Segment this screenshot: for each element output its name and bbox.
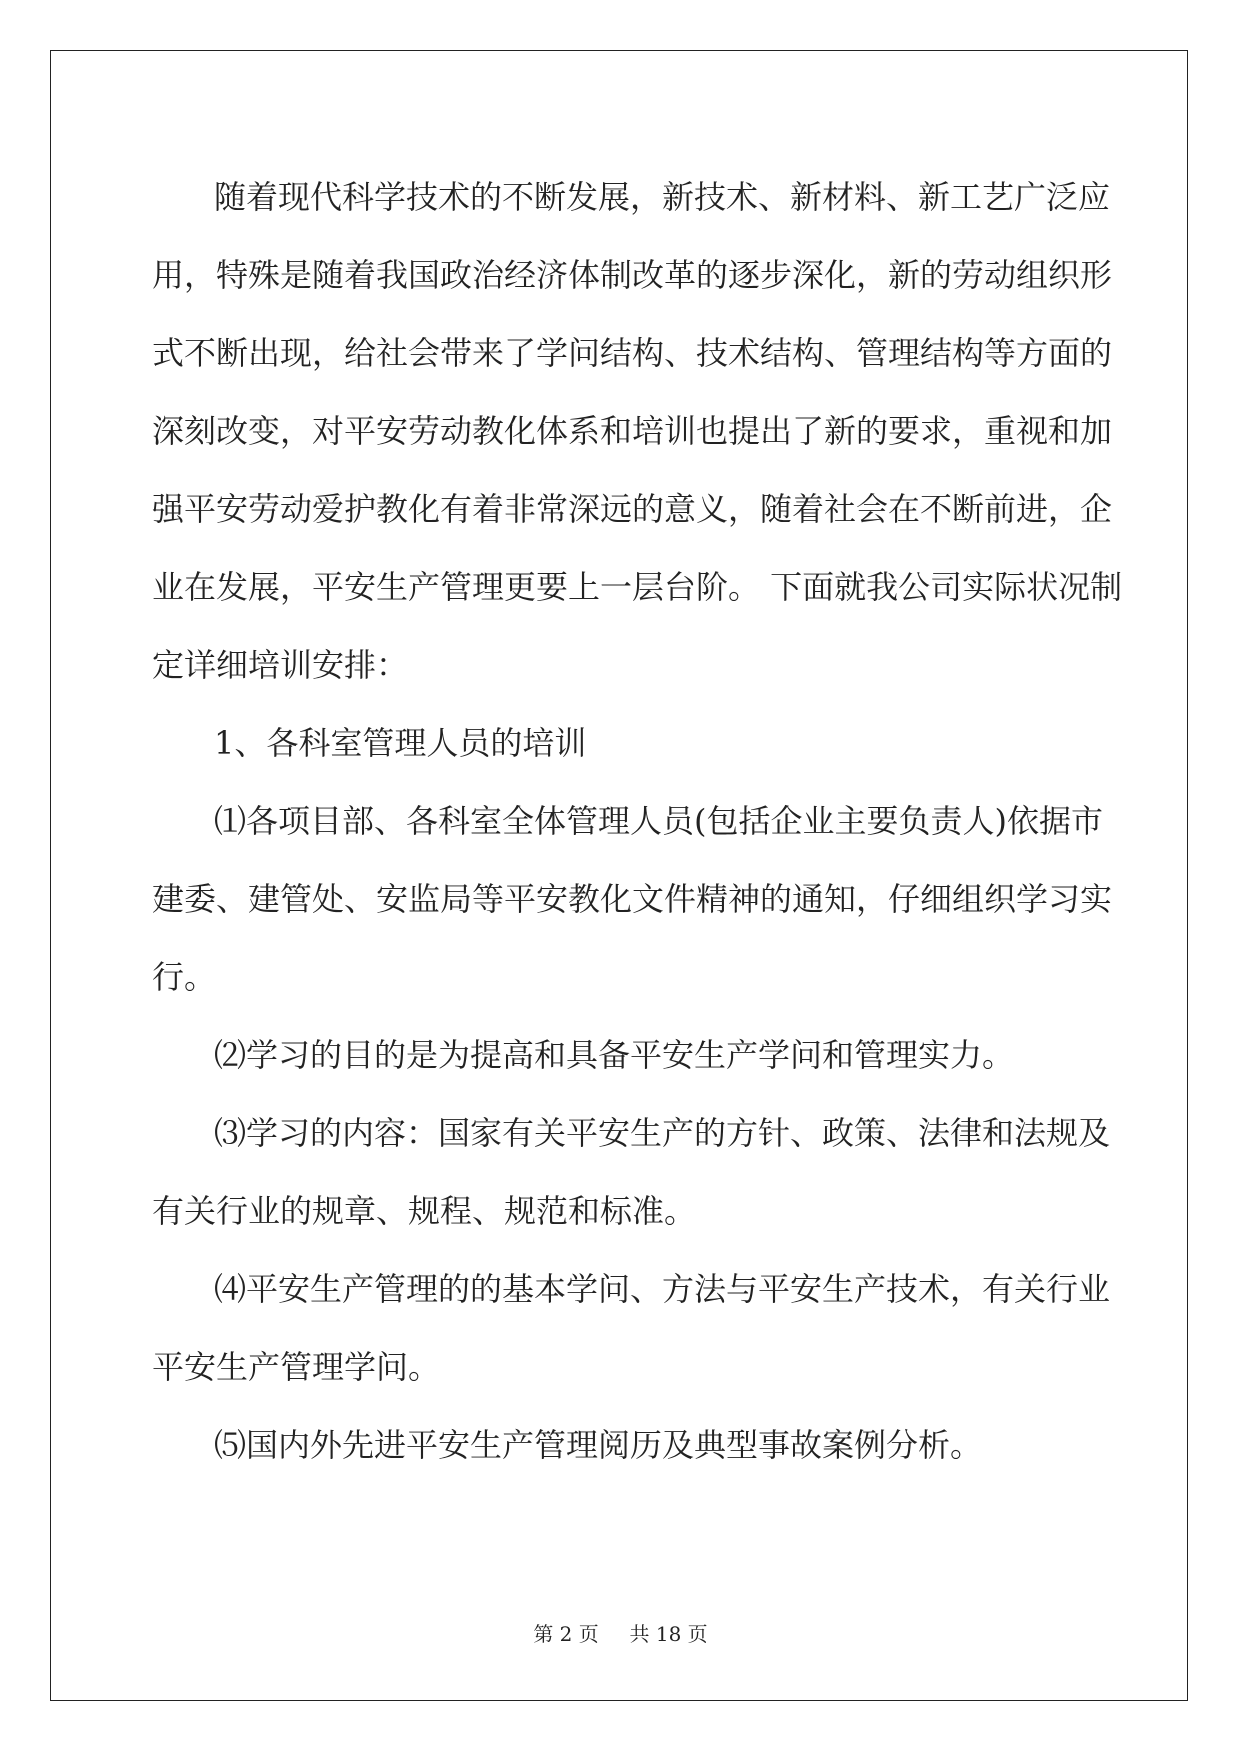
paragraph-line: 随着现代科学技术的不断发展，新技术、新材料、新工艺广泛应 (214, 178, 1111, 216)
document-body (152, 158, 1123, 1484)
paragraph-line: 深刻改变，对平安劳动教化体系和培训也提出了新的要求，重视和加 (152, 412, 1113, 450)
paragraph-line: ⑴各项目部、各科室全体管理人员(包括企业主要负责人)依据市 (214, 802, 1103, 840)
paragraph-line: ⑷平安生产管理的的基本学问、方法与平安生产技术，有关行业 (214, 1270, 1111, 1308)
paragraph-line: 有关行业的规章、规程、规范和标准。 (152, 1192, 697, 1230)
paragraph-line: 平安生产管理学问。 (152, 1348, 441, 1386)
paragraph-line: 强平安劳动爱护教化有着非常深远的意义，随着社会在不断前进，企 (152, 490, 1113, 528)
section-heading: 1、各科室管理人员的培训 (214, 724, 587, 762)
paragraph-line: 行。 (152, 958, 217, 996)
paragraph-line: ⑸国内外先进平安生产管理阅历及典型事故案例分析。 (214, 1426, 983, 1464)
page-footer (0, 1618, 1241, 1647)
paragraph-line: 用，特殊是随着我国政治经济体制改革的逐步深化，新的劳动组织形 (152, 256, 1113, 294)
paragraph-line: 业在发展，平安生产管理更要上一层台阶。 下面就我公司实际状况制 (152, 568, 1123, 606)
paragraph-line: 定详细培训安排： (152, 646, 409, 684)
paragraph-line: ⑵学习的目的是为提高和具备平安生产学问和管理实力。 (214, 1036, 1015, 1074)
page-number: 第 2 页 (533, 1622, 599, 1646)
paragraph-line: 建委、建管处、安监局等平安教化文件精神的通知，仔细组织学习实 (152, 880, 1113, 918)
paragraph-line: 式不断出现，给社会带来了学问结构、技术结构、管理结构等方面的 (152, 334, 1113, 372)
page-total: 共 18 页 (629, 1622, 708, 1646)
paragraph-line: ⑶学习的内容：国家有关平安生产的方针、政策、法律和法规及 (214, 1114, 1111, 1152)
